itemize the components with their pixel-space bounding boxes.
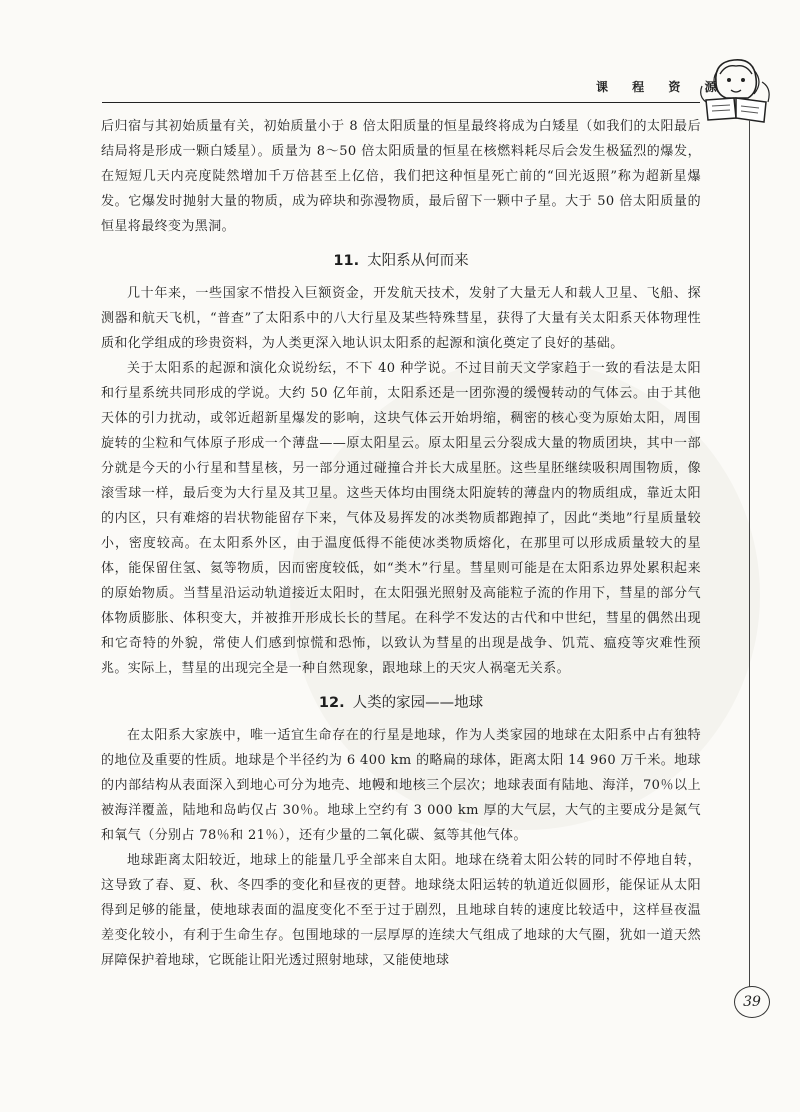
paragraph: 在太阳系大家族中，唯一适宜生命存在的行星是地球，作为人类家园的地球在太阳系中占有独特的地位及重要的性质。地球是个半径约为 6 400 km 的略扁的球体，距离太阳 14 960 万千米。地球的内部结构从表面深入到地心可分为地壳、地幔和地核三个层次；地球表面有陆地、海洋，70％以上被海洋覆盖，陆地和岛屿仅占 30％。地球上空约有 3 000 km 厚的大气层，大气的主要成分是氮气和氧气（分别占 78％和 21％），还有少量的二氧化碳、氦等其他气体。 xyxy=(101,728,701,843)
running-header: 课 程 资 源 xyxy=(596,80,727,94)
paragraph: 几十年来，一些国家不惜投入巨额资金，开发航天技术，发射了大量无人和载人卫星、飞船、探测器和航天飞机，“普查”了太阳系中的八大行星及某些特殊彗星，获得了大量有关太阳系天体物理性质和化学组成的珍贵资料，为人类更深入地认识太阳系的起源和演化奠定了良好的基础。 xyxy=(101,286,701,351)
section-heading-11 xyxy=(101,249,701,273)
reading-person-icon xyxy=(696,52,778,124)
page-number: 39 xyxy=(734,986,770,1018)
section-number: 12. xyxy=(318,695,345,711)
header-rule xyxy=(102,102,700,103)
section-title-text: 人类的家园——地球 xyxy=(352,695,484,711)
page-body xyxy=(101,114,701,973)
margin-rule xyxy=(749,120,750,990)
section-title-text: 太阳系从何而来 xyxy=(367,253,469,269)
intro-paragraph: 后归宿与其初始质量有关，初始质量小于 8 倍太阳质量的恒星最终将成为白矮星（如我们的太阳最后结局将是形成一颗白矮星）。质量为 8～50 倍太阳质量的恒星在核燃料耗尽后会发生极猛烈的爆发，在短短几天内亮度陡然增加千万倍甚至上亿倍，我们把这种恒星死亡前的“回光返照”称为超新星爆发。它爆发时抛射大量的物质，成为碎块和弥漫物质，最后留下一颗中子星。大于 50 倍太阳质量的恒星将最终变为黑洞。 xyxy=(101,119,701,234)
paragraph: 关于太阳系的起源和演化众说纷纭，不下 40 种学说。不过目前天文学家趋于一致的看法是太阳和行星系统共同形成的学说。大约 50 亿年前，太阳系还是一团弥漫的缓慢转动的气体云。由于其他天体的引力扰动，或邻近超新星爆发的影响，这块气体云开始坍缩，稠密的核心变为原始太阳，周围旋转的尘粒和气体原子形成一个薄盘——原太阳星云。原太阳星云分裂成大量的物质团块，其中一部分就是今天的小行星和彗星核，另一部分通过碰撞合并长大成星胚。这些星胚继续吸积周围物质，像滚雪球一样，最后变为大行星及其卫星。这些天体均由围绕太阳旋转的薄盘内的物质组成，靠近太阳的内区，只有难熔的岩状物能留存下来，气体及易挥发的冰类物质都跑掉了，因此“类地”行星质量较小，密度较高。在太阳系外区，由于温度低得不能使冰类物质熔化，在那里可以形成质量较大的星体，能保留住氢、氦等物质，因而密度较低，如“类木”行星。彗星则可能是在太阳系边界处累积起来的原始物质。当彗星沿运动轨道接近太阳时，在太阳强光照射及高能粒子流的作用下，彗星的部分气体物质膨胀、体积变大，并被推开形成长长的彗尾。在科学不发达的古代和中世纪，彗星的偶然出现和它奇特的外貌，常使人们感到惊慌和恐怖，以致认为彗星的出现是战争、饥荒、瘟疫等灾难性预兆。实际上，彗星的出现完全是一种自然现象，跟地球上的天灾人祸毫无关系。 xyxy=(101,361,701,676)
section-heading-12 xyxy=(101,691,701,715)
paragraph: 地球距离太阳较近，地球上的能量几乎全部来自太阳。地球在绕着太阳公转的同时不停地自转，这导致了春、夏、秋、冬四季的变化和昼夜的更替。地球绕太阳运转的轨道近似圆形，能保证从太阳得到足够的能量，使地球表面的温度变化不至于过于剧烈，且地球自转的速度比较适中，这样昼夜温差变化较小，有利于生命生存。包围地球的一层厚厚的连续大气组成了地球的大气圈，犹如一道天然屏障保护着地球，它既能让阳光透过照射地球，又能使地球 xyxy=(101,853,701,968)
section-number: 11. xyxy=(333,253,360,269)
